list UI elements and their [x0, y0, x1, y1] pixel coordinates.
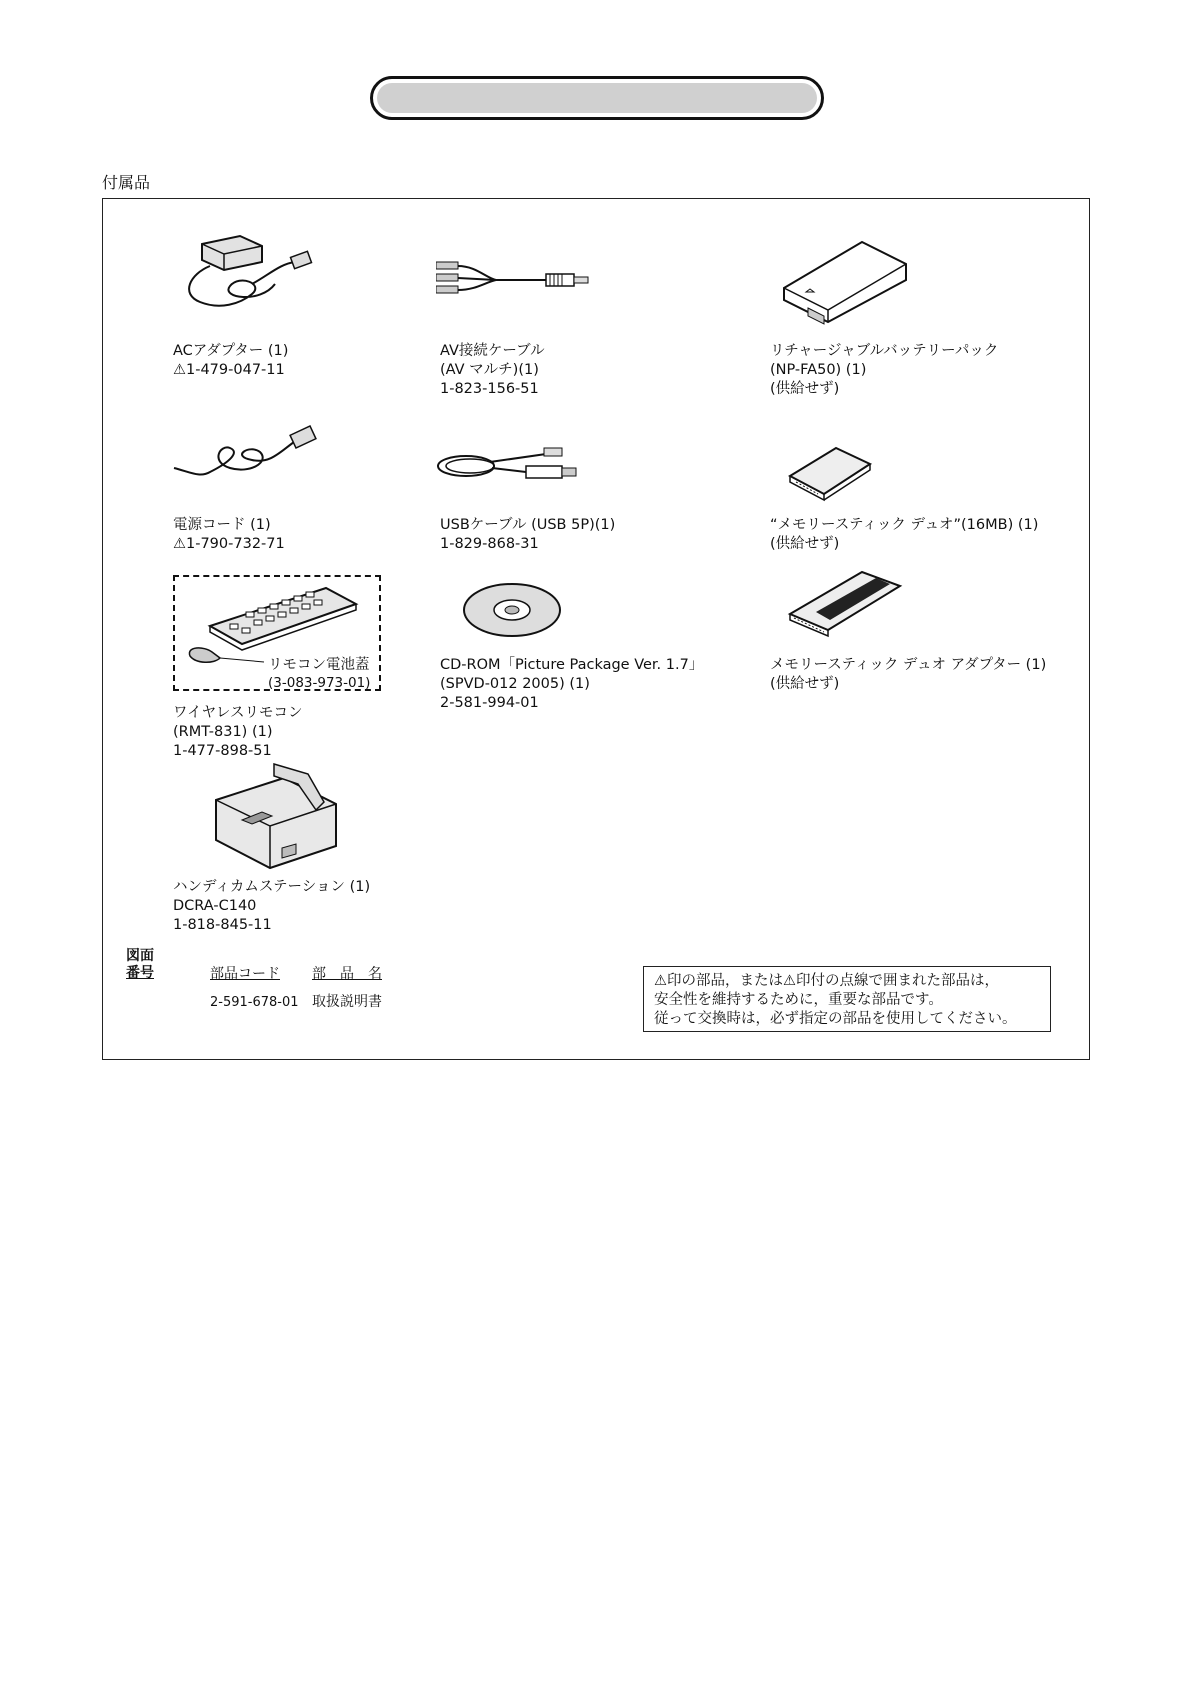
item-part-number: 1-829-868-31	[440, 536, 539, 552]
item-part-number: ⚠1-790-732-71	[173, 536, 285, 552]
item-name: ワイヤレスリモコン	[173, 705, 303, 721]
item-detail: (RMT-831) (1)	[173, 724, 273, 740]
remote-battery-cover-callout	[268, 656, 370, 692]
power-cord-image	[170, 422, 330, 492]
item-part-number: 1-477-898-51	[173, 743, 272, 759]
item-name: ACアダプター (1)	[173, 343, 289, 359]
warning-line1: ⚠印の部品，または⚠印付の点線で囲まれた部品は，	[654, 973, 999, 989]
item-usb-cable	[440, 516, 615, 554]
item-model: DCRA-C140	[173, 898, 257, 914]
item-part-number: ⚠1-479-047-11	[173, 362, 285, 378]
legend-ref-line2: 番号	[126, 965, 154, 981]
item-part-number: 2-581-994-01	[440, 695, 539, 711]
item-note: (供給せず)	[770, 676, 840, 692]
item-name: 電源コード (1)	[173, 517, 271, 533]
section-title: 付属品	[102, 173, 151, 192]
item-note: (供給せず)	[770, 536, 840, 552]
legend-name-header: 部 品 名	[312, 966, 382, 982]
callout-label: リモコン電池蓋	[268, 657, 370, 673]
item-part-number: 1-823-156-51	[440, 381, 539, 397]
safety-warning-box	[643, 966, 1051, 1032]
item-name: USBケーブル (USB 5P)(1)	[440, 517, 616, 533]
item-note: (供給せず)	[770, 381, 840, 397]
item-name: ハンディカムステーション (1)	[173, 879, 371, 895]
item-detail: (AV マルチ)(1)	[440, 362, 539, 378]
item-battery-pack	[770, 342, 998, 399]
ac-adapter-image	[180, 234, 330, 324]
item-handycam-station	[173, 878, 370, 935]
memory-stick-duo-image	[786, 444, 886, 504]
item-name: “メモリースティック デュオ”(16MB) (1)	[770, 517, 1039, 533]
warning-line3: 従って交換時は，必ず指定の部品を使用してください。	[654, 1011, 1017, 1027]
header-banner-fill	[377, 83, 817, 113]
item-name: リチャージャブルバッテリーパック	[770, 343, 999, 359]
cd-rom-image	[460, 580, 564, 640]
warning-line2: 安全性を維持するために，重要な部品です。	[654, 992, 943, 1008]
item-name: CD-ROM「Picture Package Ver. 1.7」	[440, 657, 704, 673]
item-part-number: 1-818-845-11	[173, 917, 272, 933]
item-av-cable	[440, 342, 545, 399]
battery-pack-image	[778, 236, 918, 336]
item-cd-rom	[440, 656, 703, 713]
item-ac-adapter	[173, 342, 288, 380]
av-cable-image	[436, 258, 596, 308]
item-detail: (SPVD-012 2005) (1)	[440, 676, 590, 692]
callout-part-number: (3-083-973-01)	[268, 675, 371, 691]
legend-ref-label	[126, 948, 154, 982]
item-power-cord	[173, 516, 285, 554]
item-memory-stick-duo	[770, 516, 1038, 554]
item-wireless-remote	[173, 704, 302, 761]
header-banner	[370, 76, 824, 120]
legend-code-header: 部品コード	[210, 966, 280, 982]
item-name: AV接続ケーブル	[440, 343, 545, 359]
legend-ref-line1: 図面	[126, 948, 154, 964]
legend-row-code: 2-591-678-01	[210, 995, 299, 1010]
item-name: メモリースティック デュオ アダプター (1)	[770, 657, 1047, 673]
handycam-station-image	[212, 760, 342, 870]
legend-row-name: 取扱説明書	[312, 994, 382, 1010]
memory-stick-adapter-image	[786, 568, 906, 638]
usb-cable-image	[436, 446, 586, 486]
item-detail: (NP-FA50) (1)	[770, 362, 867, 378]
item-memory-stick-adapter	[770, 656, 1046, 694]
